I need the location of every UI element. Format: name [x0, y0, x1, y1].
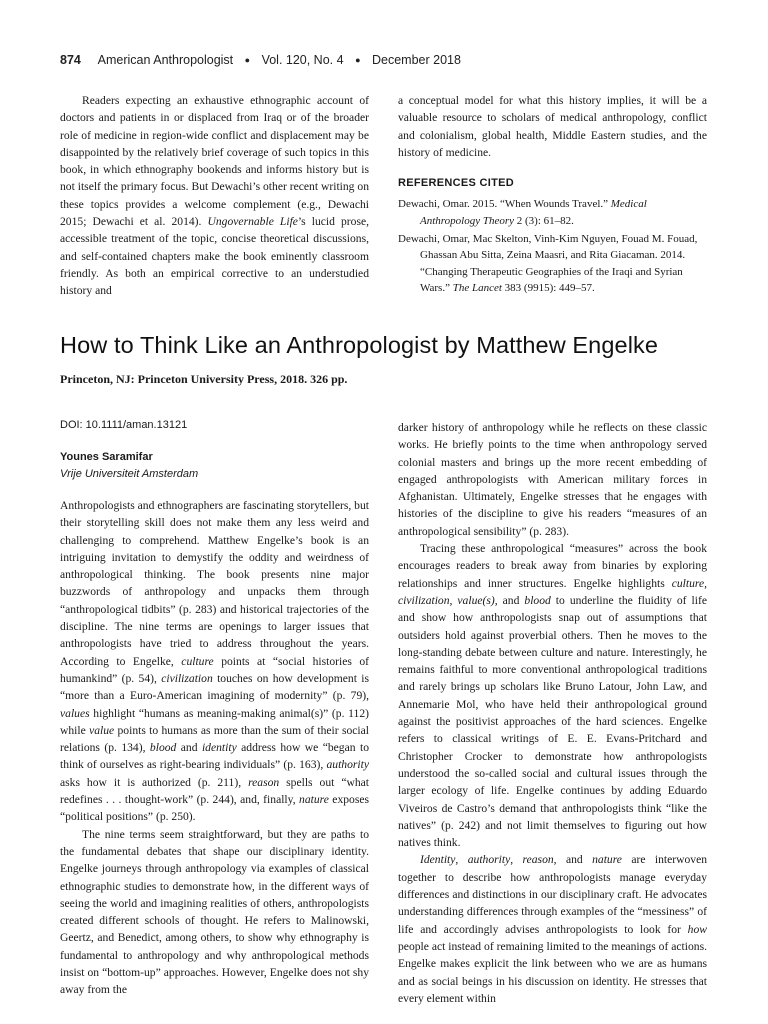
top-left-column: [60, 92, 369, 300]
running-header: [60, 53, 710, 67]
header-bullet: ●: [244, 55, 251, 65]
text-run: and: [497, 593, 525, 607]
header-bullet: ●: [355, 55, 361, 65]
review-title: How to Think Like an Anthropologist by Matthew Engelke: [60, 332, 659, 358]
text-run: and: [176, 741, 202, 755]
text-run: address how we “began to think of ourselves as right-bearing individuals” (p. 163),: [60, 741, 369, 772]
text-run: Tracing these anthropological “measures” across the book encourages readers to break away from binaries by exploring relationships and inner structures. Engelke highlights: [398, 542, 707, 590]
right-column: [398, 419, 707, 1007]
text-run: highlight “humans as meaning-making animal(s)” (p. 112) while: [60, 706, 369, 737]
top-right-column: [398, 92, 707, 298]
body-paragraph: darker history of anthropology while he reflects on these classic works. He briefly points to the time when anthropology served colonial masters and brings up the more recent embedding of engaged anthropologists with American military forces in Afghanistan. Ultimately, Engelke stresses that he engages with histories of the discipline to give his readers “measures of an anthropological sensibility” (p. 283).: [398, 421, 707, 538]
term-italic: reason: [522, 853, 554, 867]
term-italic: Identity: [420, 853, 456, 867]
text-run: spells out “what redefines . . . thought-work” (p. 244), and, finally,: [60, 775, 369, 807]
text-run: Anthropologists and ethnographers are fascinating storytellers, but their storytelling skill does not make them any less weird and challenging to comprehend. Matthew Engelke’s book is an intriguing invitation to demystify the oddity and weirdness of anthropological thinking. The book presents nine major buzzwords of anthropology and unpacks them through “anthropological tidbits” (p. 283) and historical trajectories of the discipline. The nine terms are openings to larger issues that anthropologists have tried to address throughout the years. According to Engelke,: [60, 499, 369, 668]
term-italic: blood: [524, 593, 551, 607]
term-italic: identity: [201, 741, 237, 755]
text-run: 383 (9915): 449–57.: [501, 282, 595, 295]
reference-entry: [398, 231, 707, 297]
reviewer-affiliation: Vrije Universiteit Amsterdam: [60, 468, 199, 480]
term-italic: how: [687, 922, 707, 936]
text-run: to underline the fluidity of life and show how anthropologists snap out of assumptions that outsiders hold against proverbial others. Then he moves to the long-standing debate between culture and nature. Interestingly, he remains faithful to more conventional anthropological traditions and rarely brings up scholars like Bruno Latour, John Law, and Annemarie Mol, who have held their anthropological ground against the positivist approaches of the hard sciences. Engelke refers to classical writings of E. E. Evans-Pritchard and Christopher Crocker to demonstrate how anthropologists understood the so-called social and cultural issues through the larger ecology of life. Engelke continues by adding Eduardo Viveiros de Castro’s demand that anthropologists think “like the natives” (p. 242) and not limit themselves to figuring out how natives think.: [398, 593, 707, 850]
left-column: [60, 497, 369, 999]
text-run: points to humans as more than the sum of their social relations (p. 134),: [60, 723, 369, 755]
book-title-italic: Ungovernable Life: [207, 215, 298, 229]
text-run: are interwoven together to describe how anthropologists manage everyday differences and distinctions in our disciplinary craft. He advocates understanding differences through examples of the “messiness” of life and accordingly advises anthropologists to look for: [398, 853, 708, 936]
text-run: ’s lucid prose, accessible treatment of the topic, concise theoretical discussions, and self-contained chapters make the book eminently classroom friendly. As both an empirical corrective to an understudied history and: [60, 215, 370, 298]
body-paragraph: [60, 497, 369, 826]
body-paragraph: The nine terms seem straightforward, but they are paths to the fundamental debates that shape our disciplinary identity. Engelke journeys through anthropology via examples of classical ethnographic studies to demonstrate how, in the different ways of seeing the world and imagining realities of others, anthropologists created different schools of thought. He refers to Malinowski, Geertz, and Benedict, among others, to show why ethnography is fundamental to anthropology and why anthropological methods insist on “bottom-up” approaches. However, Engelke does not shy away from the: [60, 827, 369, 997]
term-italic: value: [89, 723, 115, 737]
text-run: exposes “political positions” (p. 250).: [60, 793, 370, 824]
term-italic: culture, civilization, value(s),: [398, 576, 707, 607]
term-italic: blood: [149, 741, 177, 755]
text-run: Readers expecting an exhaustive ethnographic account of doctors and patients in or displaced from Iraq or of the broader role of medicine in region-wide conflict and displacement may be disappointed by the relatively brief coverage of such topics in this book, in which ethnography bookends and informs history but is not itself the primary focus. But Dewachi’s other recent writing on these topics provides a welcome complement (e.g., Dewachi 2015; Dewachi et al. 2014).: [60, 94, 369, 229]
text-run: ,: [455, 853, 468, 867]
references-heading: REFERENCES CITED: [398, 177, 515, 190]
term-italic: values: [60, 706, 90, 720]
term-italic: reason: [248, 775, 280, 789]
reviewer-name: Younes Saramifar: [60, 451, 153, 463]
text-run: , and: [553, 853, 593, 867]
term-italic: authority: [326, 758, 369, 772]
previous-review-continuation: a conceptual model for what this history implies, it will be a valuable resource to scholars of medical anthropology, conflict and colonialism, global health, Middle Eastern studies, and the history of medicine.: [398, 94, 707, 159]
text-run: Dewachi, Omar, Mac Skelton, Vinh-Kim Nguyen, Fouad M. Fouad, Ghassan Abu Sitta, Zeina Maasri, and Rita Giacaman. 2014. “Changing Therapeutic Geographies of the Iraqi and Syrian Wars.”: [398, 232, 698, 295]
journal-italic: Medical Anthropology Theory: [420, 198, 647, 228]
page-number: 874: [60, 53, 81, 67]
text-run: ,: [510, 853, 523, 867]
term-italic: authority: [467, 853, 511, 867]
term-italic: nature: [592, 853, 622, 867]
publisher-line: Princeton, NJ: Princeton University Press, 2018. 326 pp.: [60, 372, 348, 386]
doi: DOI: 10.1111/aman.13121: [60, 419, 188, 431]
body-paragraph: [398, 540, 707, 851]
text-run: 2 (3): 61–82.: [514, 215, 574, 228]
text-run: touches on how development is “more than a Euro-American imagining of modernity” (p. 79),: [60, 671, 369, 703]
term-italic: culture: [181, 654, 214, 668]
journal-name: American Anthropologist: [97, 53, 234, 67]
text-run: people act instead of remaining limited to the meanings of actions. Engelke makes explicit the link between who we are as humans and as social beings in his discussion on identity. He stresses that every element within: [398, 939, 707, 1005]
term-italic: civilization: [161, 671, 213, 685]
journal-date: December 2018: [371, 53, 461, 67]
text-run: asks how it is authorized (p. 211),: [60, 775, 249, 789]
reference-entry: [398, 196, 707, 229]
text-run: points at “social histories of humankind” (p. 54),: [60, 654, 369, 685]
journal-italic: The Lancet: [452, 282, 502, 295]
journal-volume: Vol. 120, No. 4: [261, 53, 344, 67]
previous-review-paragraph: [60, 92, 369, 300]
body-paragraph: [398, 851, 707, 1007]
term-italic: nature: [299, 793, 329, 807]
text-run: Dewachi, Omar. 2015. “When Wounds Travel.”: [398, 198, 611, 211]
